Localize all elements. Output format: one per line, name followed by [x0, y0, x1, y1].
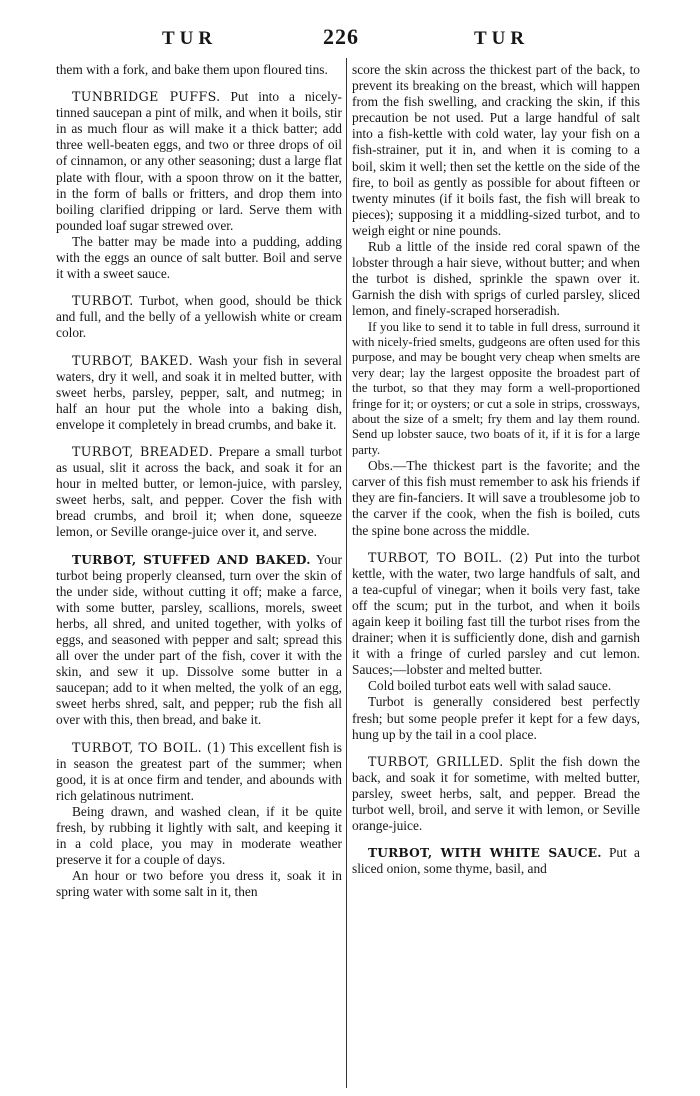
- recipe-entry-turbot-to-boil-1: [56, 740, 342, 804]
- recipe-entry-turbot-breaded: [56, 444, 342, 541]
- recipe-text: Turbot, when good, should be thick and full, and the belly of a yellowish white or cream color.: [56, 293, 342, 341]
- right-column: [352, 62, 640, 877]
- recipe-entry-turbot-grilled: [352, 754, 640, 834]
- paragraph-text: If you like to send it to table in full dress, surround it with nicely-fried smelts, gudgeons are often used for this purpose, and may be bought very cheap when smelts are very dear; lay the largest opposite the broadest part of the turbot, so that they may form a well-proportioned fringe for it; or oysters; or cut a sole in strips, crossways, about the size of a smelt; fry them and lay them round. Send up lobster sauce, two boats of it, if it is for a large party.: [352, 319, 640, 457]
- recipe-entry-turbot-to-boil-2: [352, 550, 640, 679]
- recipe-heading: TURBOT, TO BOIL. (2): [368, 549, 529, 565]
- page-number: 226: [323, 24, 359, 49]
- paragraph-text: Rub a little of the inside red coral spawn of the lobster through a hair sieve, without butter; and when the turbot is dished, sprinkle the spawn over it. Garnish the dish with sprigs of curled parsley, sliced lemon, and finely-scraped horseradish.: [352, 239, 640, 319]
- paragraph-text: them with a fork, and bake them upon floured tins.: [56, 62, 328, 77]
- guide-word-left: TUR: [162, 28, 218, 49]
- paragraph-text: Obs.—The thickest part is the favorite; and the carver of this fish must remember to ask his friends if they are fin-fanciers. It will save a troublesome job to the carver if the cook, when the fish is boiled, cuts the spine bone across the middle.: [352, 458, 640, 538]
- column-divider: [346, 58, 347, 1088]
- recipe-entry-turbot: [56, 293, 342, 341]
- recipe-text: Split the fish down the back, and soak it for sometime, with melted butter, parsley, sweet herbs, salt, and pepper. Bread the turbot well, broil, and serve it with lemon, or Seville orange-juice.: [352, 753, 640, 834]
- paragraph-text: Being drawn, and washed clean, if it be quite fresh, by rubbing it lightly with salt, and keeping it in a cold place, you may in moderate weather preserve it for a couple of days.: [56, 803, 342, 868]
- recipe-heading: TURBOT, BAKED.: [72, 352, 194, 368]
- recipe-text: Your turbot being properly cleansed, turn over the skin of the under side, without cutting it off; make a farce, with some butter, parsley, scallions, morels, sweet herbs, all shred, and united together, with yolks of eggs, and seasoned with pepper and salt; spread this all over the under part of the fish, cover it with the skin, and sew it up. Dissolve some butter in a saucepan; add to it when melted, the yolk of an egg, sweet herbs shred, salt, and pepper; rub the fish all over with this, then bread, and bake it.: [56, 551, 342, 728]
- recipe-paragraph: [56, 234, 342, 282]
- recipe-paragraph: [56, 868, 342, 900]
- recipe-heading: TURBOT, WITH WHITE SAUCE.: [368, 846, 602, 861]
- recipe-entry-turbot-stuffed-baked: [56, 552, 342, 729]
- recipe-text: This excellent fish is in season the greatest part of the summer; when good, it is at once firm and tender, and abounds with rich gelatinous nutriment.: [56, 739, 343, 803]
- paragraph-text: An hour or two before you dress it, soak it in spring water with some salt in it, then: [56, 868, 342, 900]
- recipe-heading: TURBOT, TO BOIL. (1): [72, 739, 226, 755]
- recipe-text: Wash your fish in several waters, dry it well, and soak it in melted butter, with sweet herbs, parsley, pepper, salt, and nutmeg; in half an hour put the whole into a baking dish, envelope it completely in bread crumbs, and bake it.: [56, 352, 342, 432]
- guide-word-right: TUR: [474, 28, 530, 49]
- recipe-entry-turbot-white-sauce: [352, 845, 640, 877]
- recipe-text: Put into a nicely-tinned saucepan a pint of milk, and when it boils, stir in as much flour as will make it a thick batter; add three well-beaten eggs, and two or three drops of oil of cinnamon, or any other seasoning; dust a large flat plate with flour, with a spoon throw on it the batter, in the form of balls or fritters, and drop them into boiling clarified dripping or lard. Serve them with pounded loaf sugar strewed over.: [56, 89, 342, 233]
- paragraph-text: score the skin across the thickest part of the back, to prevent its breaking on the breast, which will happen from the fish swelling, and cracking the skin, if this precaution be not used. Put a large handful of salt into a fish-kettle with cold water, lay your fish on a fish-strainer, put it in, and when it is coming to a boil, skim it well; then set the kettle on the side of the fire, to boil as gently as possible for about fifteen or twenty minutes (if it boils fast, the fish will break to pieces); supposing it a middling-sized turbot, and to weigh eight or nine pounds.: [352, 62, 640, 238]
- recipe-paragraph: [352, 678, 640, 694]
- recipe-paragraph: [352, 62, 640, 239]
- recipe-heading: TURBOT, STUFFED AND BAKED.: [72, 552, 311, 567]
- recipe-paragraph: [352, 694, 640, 742]
- recipe-text: Put a sliced onion, some thyme, basil, and: [352, 845, 640, 877]
- recipe-paragraph: [352, 458, 640, 538]
- recipe-paragraph: [56, 804, 342, 868]
- recipe-paragraph: [56, 62, 342, 78]
- paragraph-text: The batter may be made into a pudding, adding with the eggs an ounce of salt butter. Boil and serve it with a sweet sauce.: [56, 233, 342, 282]
- recipe-heading: TURBOT.: [72, 293, 134, 309]
- page-header: [0, 20, 700, 50]
- recipe-text: Put into the turbot kettle, with the water, two large handfuls of salt, and a tea-cupful of vinegar; when it boils very fast, take off the scum; put in the turbot, and when it boils again keep it boiling fast till the turbot rises from the drainer; when it is sufficiently done, dish and garnish it with a fringe of curled parsley and cut lemon. Sauces;—lobster and melted butter.: [352, 549, 640, 678]
- recipe-paragraph: [352, 320, 640, 459]
- paragraph-text: Turbot is generally considered best perfectly fresh; but some people prefer it kept for a few days, hung up by the tail in a cool place.: [352, 694, 640, 742]
- recipe-heading: TURBOT, BREADED.: [72, 443, 214, 459]
- recipe-heading: TURBOT, GRILLED.: [368, 753, 504, 769]
- recipe-entry-turbot-baked: [56, 353, 342, 433]
- recipe-entry-tunbridge-puffs: [56, 89, 342, 234]
- left-column: [56, 62, 342, 901]
- recipe-text: Prepare a small turbot as usual, slit it across the back, and soak it for an hour in melted butter, or lemon-juice, with parsley, sweet herbs, salt, and pepper. Cover the fish with bread crumbs, and broil it; when done, squeeze lemon, or Seville orange-juice over it, and serve.: [56, 443, 342, 540]
- paragraph-text: Cold boiled turbot eats well with salad sauce.: [368, 678, 612, 694]
- recipe-paragraph: [352, 239, 640, 319]
- recipe-heading: TUNBRIDGE PUFFS.: [72, 89, 221, 105]
